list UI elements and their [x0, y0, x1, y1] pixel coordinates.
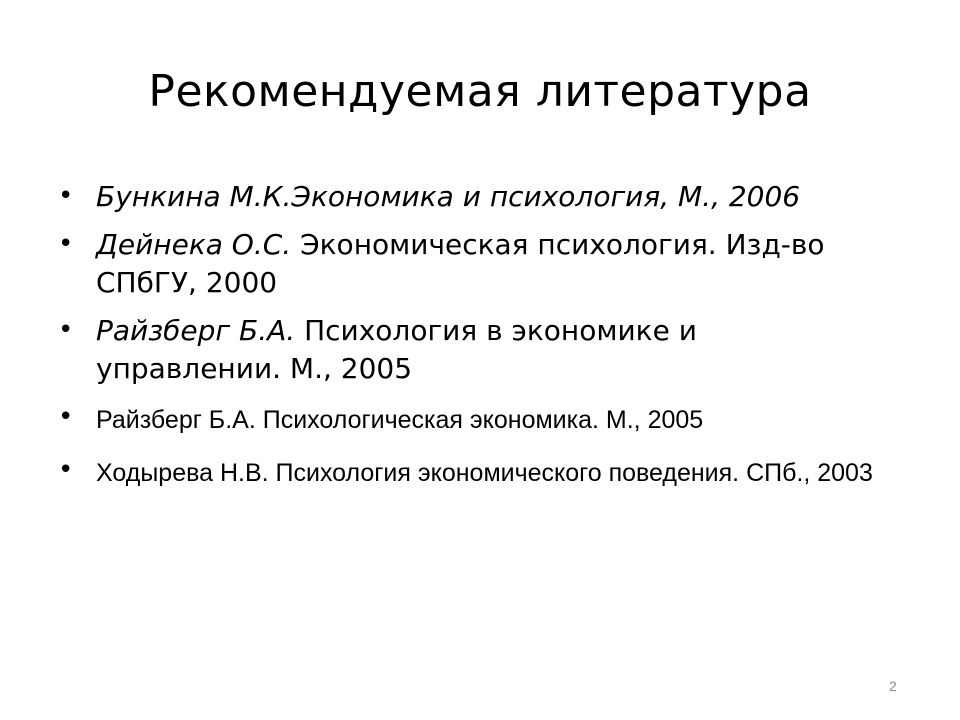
reference-list [58, 178, 888, 504]
list-item [58, 312, 888, 388]
bullet-icon: • [58, 315, 74, 345]
list-item [58, 226, 888, 302]
reference-work: Экономика и психология, М., 2006 [291, 180, 801, 213]
reference-author: Дейнека О.С. [96, 228, 301, 261]
bullet-icon: • [58, 181, 74, 211]
list-item [58, 178, 888, 216]
bullet-icon: • [58, 455, 74, 485]
slide-title: Рекомендуемая литература [148, 66, 812, 117]
list-item [58, 451, 888, 496]
bullet-icon: • [58, 229, 74, 259]
reference-text: Райзберг Б.А. Психологическая экономика. М., 2005 [96, 406, 704, 434]
page-number: 2 [889, 678, 897, 694]
reference-work: Психология в экономике и управлении. М., 2005 [96, 314, 697, 385]
bullet-icon: • [58, 402, 74, 432]
list-item [58, 398, 888, 443]
reference-text: Ходырева Н.В. Психология экономического поведения. СПб., 2003 [96, 459, 873, 487]
reference-author: Бункина М.К. [96, 180, 292, 213]
reference-work: Экономическая психология. Изд-во СПбГУ, 2000 [96, 228, 825, 299]
reference-author: Райзберг Б.А. [96, 314, 305, 347]
